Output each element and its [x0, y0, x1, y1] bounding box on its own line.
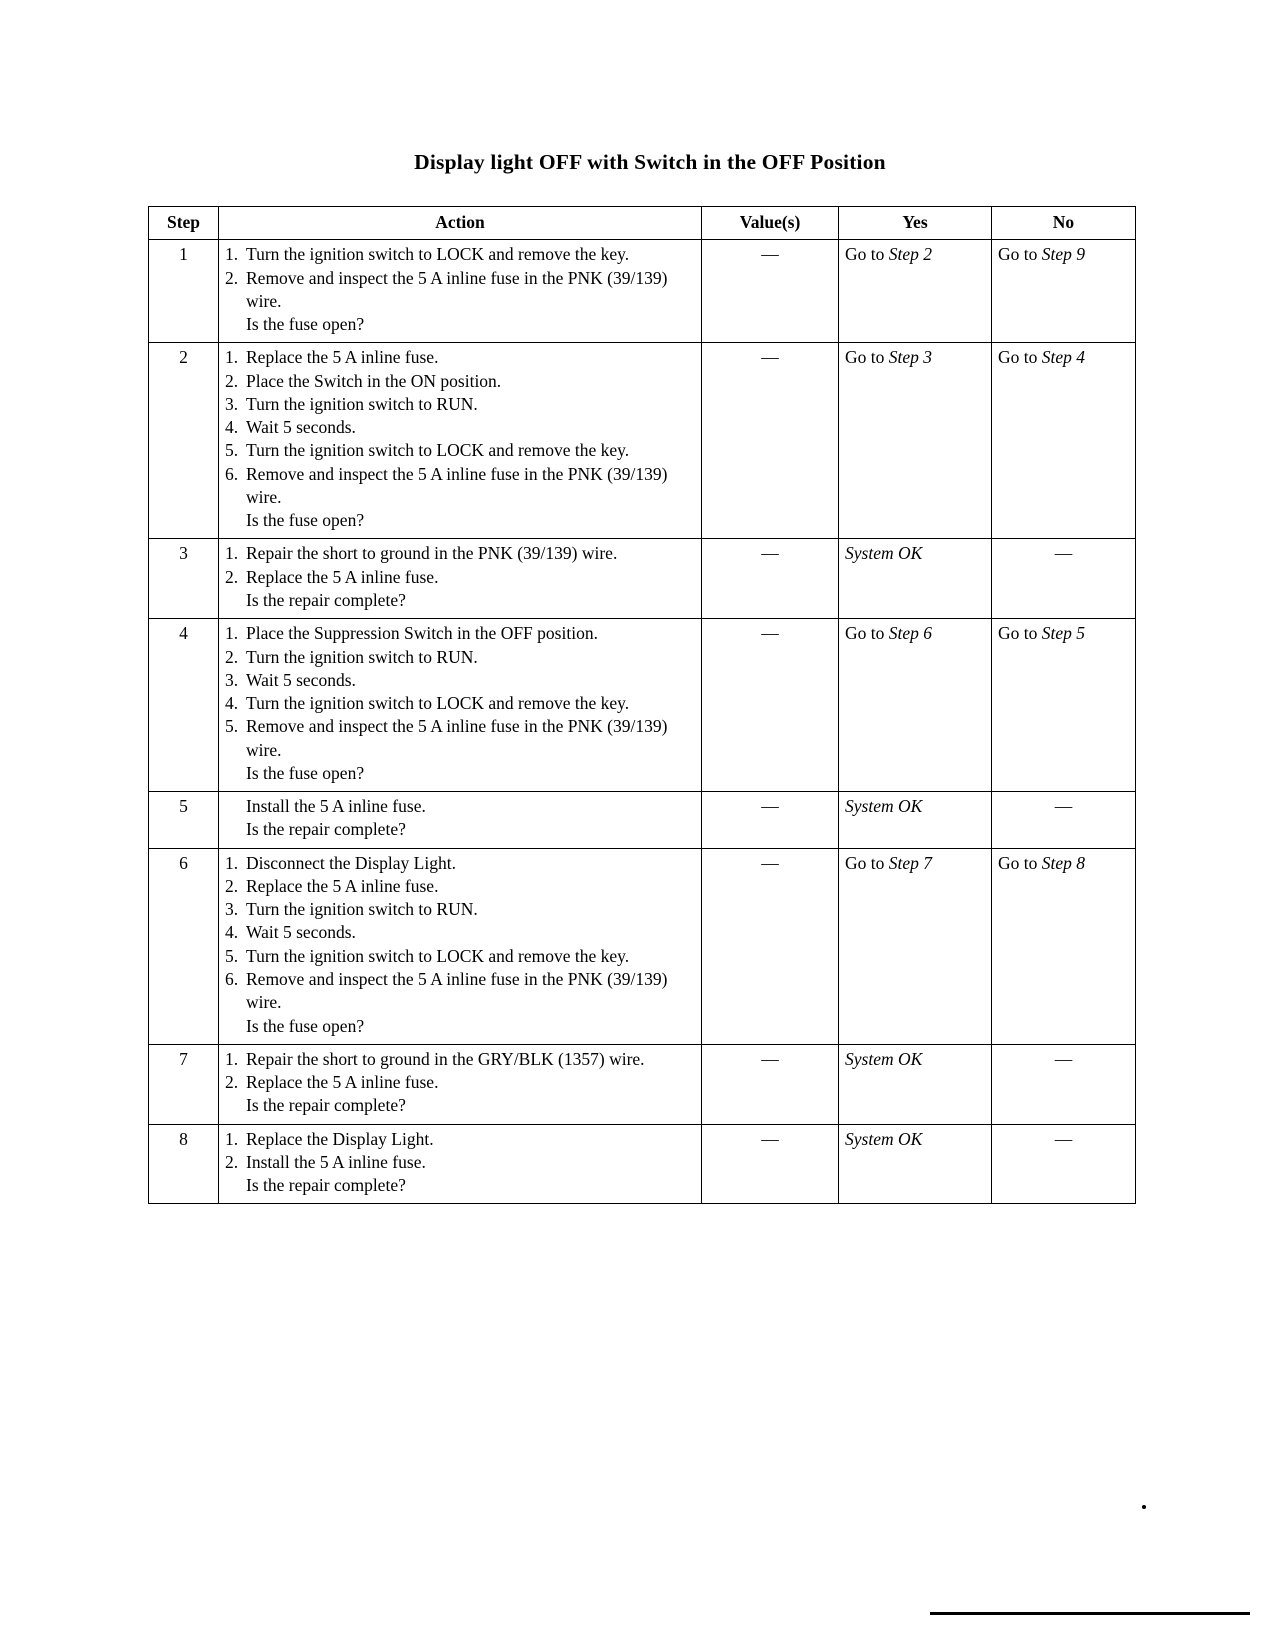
- yes-prefix: Go to: [845, 623, 889, 644]
- action-text: Place the Suppression Switch in the OFF position.: [246, 623, 598, 644]
- action-text: Turn the ignition switch to RUN.: [246, 393, 478, 414]
- cell-no: [992, 619, 1136, 792]
- action-item: [225, 715, 695, 762]
- table-header: [149, 207, 1136, 240]
- action-item: [225, 416, 695, 439]
- action-text: Turn the ignition switch to LOCK and remove the key.: [246, 945, 630, 966]
- action-item: [225, 669, 695, 692]
- no-dash: —: [1054, 1128, 1073, 1149]
- action-question: Is the repair complete?: [246, 1175, 406, 1196]
- no-prefix: Go to: [998, 244, 1042, 265]
- action-number: 5.: [225, 716, 239, 737]
- action-text: Remove and inspect the 5 A inline fuse in the PNK (39/139) wire.: [246, 716, 668, 760]
- cell-value: —: [702, 343, 839, 539]
- table-row: [149, 343, 1136, 539]
- table-row: [149, 619, 1136, 792]
- yes-target: Step 2: [888, 244, 933, 265]
- column-header-no: No: [992, 207, 1136, 240]
- action-question: Is the repair complete?: [246, 1095, 406, 1116]
- cell-value: —: [702, 240, 839, 343]
- action-list: [225, 1048, 695, 1118]
- action-item: Install the 5 A inline fuse.: [246, 796, 426, 817]
- yes-prefix: Go to: [845, 852, 889, 873]
- cell-value: —: [702, 792, 839, 849]
- action-question: Is the fuse open?: [246, 314, 365, 335]
- action-number: 3.: [225, 669, 239, 690]
- action-number: 5.: [225, 945, 239, 966]
- cell-no: [992, 1124, 1136, 1204]
- page-title: Display light OFF with Switch in the OFF Position: [414, 150, 886, 174]
- action-number: 2.: [225, 1151, 239, 1172]
- no-prefix: Go to: [998, 347, 1042, 368]
- cell-no: [992, 1044, 1136, 1124]
- action-item: [225, 875, 695, 898]
- action-text: Remove and inspect the 5 A inline fuse in the PNK (39/139) wire.: [246, 463, 668, 507]
- yes-target: System OK: [845, 1048, 923, 1069]
- action-number: 4.: [225, 417, 239, 438]
- cell-yes: [839, 539, 992, 619]
- table-row: [149, 539, 1136, 619]
- action-item: [225, 852, 695, 875]
- action-item: [225, 463, 695, 510]
- cell-no: [992, 539, 1136, 619]
- cell-action: [219, 848, 702, 1044]
- action-number: 2.: [225, 566, 239, 587]
- action-number: 4.: [225, 922, 239, 943]
- action-text: Place the Switch in the ON position.: [246, 370, 502, 391]
- no-target: Step 4: [1041, 347, 1086, 368]
- cell-value: —: [702, 619, 839, 792]
- table-row: [149, 1044, 1136, 1124]
- action-text: Remove and inspect the 5 A inline fuse in the PNK (39/139) wire.: [246, 968, 668, 1013]
- table-row: [149, 792, 1136, 849]
- cell-no: [992, 240, 1136, 343]
- cell-step: 1: [149, 240, 219, 343]
- action-text: Turn the ignition switch to RUN.: [246, 646, 478, 667]
- action-number: 1.: [225, 1128, 239, 1149]
- cell-no: [992, 848, 1136, 1044]
- action-list: [225, 795, 695, 842]
- action-number: 2.: [225, 267, 239, 288]
- action-number: 1.: [225, 1048, 239, 1069]
- action-text: Turn the ignition switch to LOCK and remove the key.: [246, 440, 630, 461]
- action-question: Is the repair complete?: [246, 819, 406, 840]
- yes-target: Step 6: [888, 623, 933, 644]
- action-item: [225, 439, 695, 462]
- action-item: [225, 898, 695, 921]
- yes-prefix: Go to: [845, 347, 889, 368]
- table-row: [149, 240, 1136, 343]
- cell-action: [219, 1124, 702, 1204]
- action-list: [225, 622, 695, 785]
- no-dash: —: [1054, 543, 1073, 564]
- cell-action: [219, 539, 702, 619]
- cell-action: [219, 1044, 702, 1124]
- no-dash: —: [1054, 796, 1073, 817]
- cell-step: 4: [149, 619, 219, 792]
- cell-no: [992, 343, 1136, 539]
- no-target: Step 9: [1041, 244, 1086, 265]
- column-header-yes: Yes: [839, 207, 992, 240]
- cell-action: [219, 240, 702, 343]
- action-number: 6.: [225, 463, 239, 484]
- column-header-values: Value(s): [702, 207, 839, 240]
- cell-value: —: [702, 539, 839, 619]
- cell-step: 3: [149, 539, 219, 619]
- action-item: [225, 646, 695, 669]
- action-item: [225, 945, 695, 968]
- action-item: [225, 370, 695, 393]
- cell-step: 5: [149, 792, 219, 849]
- action-text: Wait 5 seconds.: [246, 922, 356, 943]
- action-number: 1.: [225, 623, 239, 644]
- action-number: 5.: [225, 440, 239, 461]
- no-dash: —: [1054, 1048, 1073, 1069]
- action-item: [225, 243, 695, 266]
- yes-target: Step 3: [888, 347, 933, 368]
- cell-yes: [839, 1124, 992, 1204]
- action-item: [225, 1151, 695, 1174]
- yes-target: Step 7: [888, 852, 933, 873]
- action-list: [225, 1128, 695, 1198]
- action-text: Repair the short to ground in the PNK (39/139) wire.: [246, 543, 618, 564]
- action-text: Replace the 5 A inline fuse.: [246, 1072, 439, 1093]
- no-prefix: Go to: [998, 852, 1042, 873]
- action-item: [225, 622, 695, 645]
- table-row: [149, 848, 1136, 1044]
- action-number: 3.: [225, 899, 239, 920]
- action-number: 4.: [225, 693, 239, 714]
- cell-action: [219, 343, 702, 539]
- action-item: [225, 921, 695, 944]
- cell-value: —: [702, 848, 839, 1044]
- yes-target: System OK: [845, 543, 923, 564]
- cell-no: [992, 792, 1136, 849]
- cell-value: —: [702, 1124, 839, 1204]
- action-list: [225, 346, 695, 532]
- yes-target: System OK: [845, 1128, 923, 1149]
- no-prefix: Go to: [998, 623, 1042, 644]
- action-number: 3.: [225, 393, 239, 414]
- action-item: [225, 1048, 695, 1071]
- table-header-row: [149, 207, 1136, 240]
- cell-yes: [839, 1044, 992, 1124]
- cell-value: —: [702, 1044, 839, 1124]
- action-number: 1.: [225, 244, 239, 265]
- action-question: Is the fuse open?: [246, 510, 365, 531]
- cell-yes: [839, 619, 992, 792]
- scan-artifact-dot: [1142, 1505, 1146, 1509]
- cell-yes: [839, 792, 992, 849]
- action-text: Wait 5 seconds.: [246, 417, 356, 438]
- action-text: Replace the 5 A inline fuse.: [246, 875, 439, 896]
- action-number: 1.: [225, 543, 239, 564]
- action-item: [225, 393, 695, 416]
- cell-yes: [839, 343, 992, 539]
- cell-action: [219, 792, 702, 849]
- action-text: Turn the ignition switch to RUN.: [246, 899, 478, 920]
- action-item: [225, 692, 695, 715]
- action-text: Disconnect the Display Light.: [246, 852, 456, 873]
- action-item: [225, 968, 695, 1015]
- cell-step: 6: [149, 848, 219, 1044]
- action-question: Is the repair complete?: [246, 589, 406, 610]
- action-item: [225, 566, 695, 589]
- action-number: 2.: [225, 1072, 239, 1093]
- cell-step: 8: [149, 1124, 219, 1204]
- action-number: 1.: [225, 347, 239, 368]
- no-target: Step 8: [1041, 852, 1086, 873]
- cell-action: [219, 619, 702, 792]
- action-text: Replace the 5 A inline fuse.: [246, 566, 439, 587]
- action-list: [225, 852, 695, 1038]
- action-item: [225, 542, 695, 565]
- scan-artifact-line: [930, 1612, 1250, 1615]
- action-item: [225, 346, 695, 369]
- action-number: 1.: [225, 852, 239, 873]
- action-question: Is the fuse open?: [246, 1015, 365, 1036]
- action-number: 6.: [225, 968, 239, 989]
- action-item: [225, 1128, 695, 1151]
- column-header-action: Action: [219, 207, 702, 240]
- action-question: Is the fuse open?: [246, 762, 365, 783]
- cell-yes: [839, 848, 992, 1044]
- no-target: Step 5: [1041, 623, 1086, 644]
- action-text: Install the 5 A inline fuse.: [246, 1151, 426, 1172]
- column-header-step: Step: [149, 207, 219, 240]
- yes-prefix: Go to: [845, 244, 889, 265]
- table-body: [149, 240, 1136, 1204]
- action-list: [225, 243, 695, 336]
- action-text: Replace the Display Light.: [246, 1128, 434, 1149]
- action-text: Replace the 5 A inline fuse.: [246, 347, 439, 368]
- diagnostic-table: [148, 206, 1136, 1204]
- action-number: 2.: [225, 370, 239, 391]
- action-number: 2.: [225, 875, 239, 896]
- action-list: [225, 542, 695, 612]
- action-text: Remove and inspect the 5 A inline fuse in the PNK (39/139) wire.: [246, 267, 668, 311]
- action-number: 2.: [225, 646, 239, 667]
- yes-target: System OK: [845, 796, 923, 817]
- action-text: Turn the ignition switch to LOCK and remove the key.: [246, 693, 630, 714]
- action-text: Repair the short to ground in the GRY/BLK (1357) wire.: [246, 1048, 645, 1069]
- cell-yes: [839, 240, 992, 343]
- action-item: [225, 267, 695, 314]
- table-row: [149, 1124, 1136, 1204]
- action-item: [225, 1071, 695, 1094]
- action-text: Wait 5 seconds.: [246, 669, 356, 690]
- action-text: Turn the ignition switch to LOCK and remove the key.: [246, 244, 630, 265]
- cell-step: 2: [149, 343, 219, 539]
- cell-step: 7: [149, 1044, 219, 1124]
